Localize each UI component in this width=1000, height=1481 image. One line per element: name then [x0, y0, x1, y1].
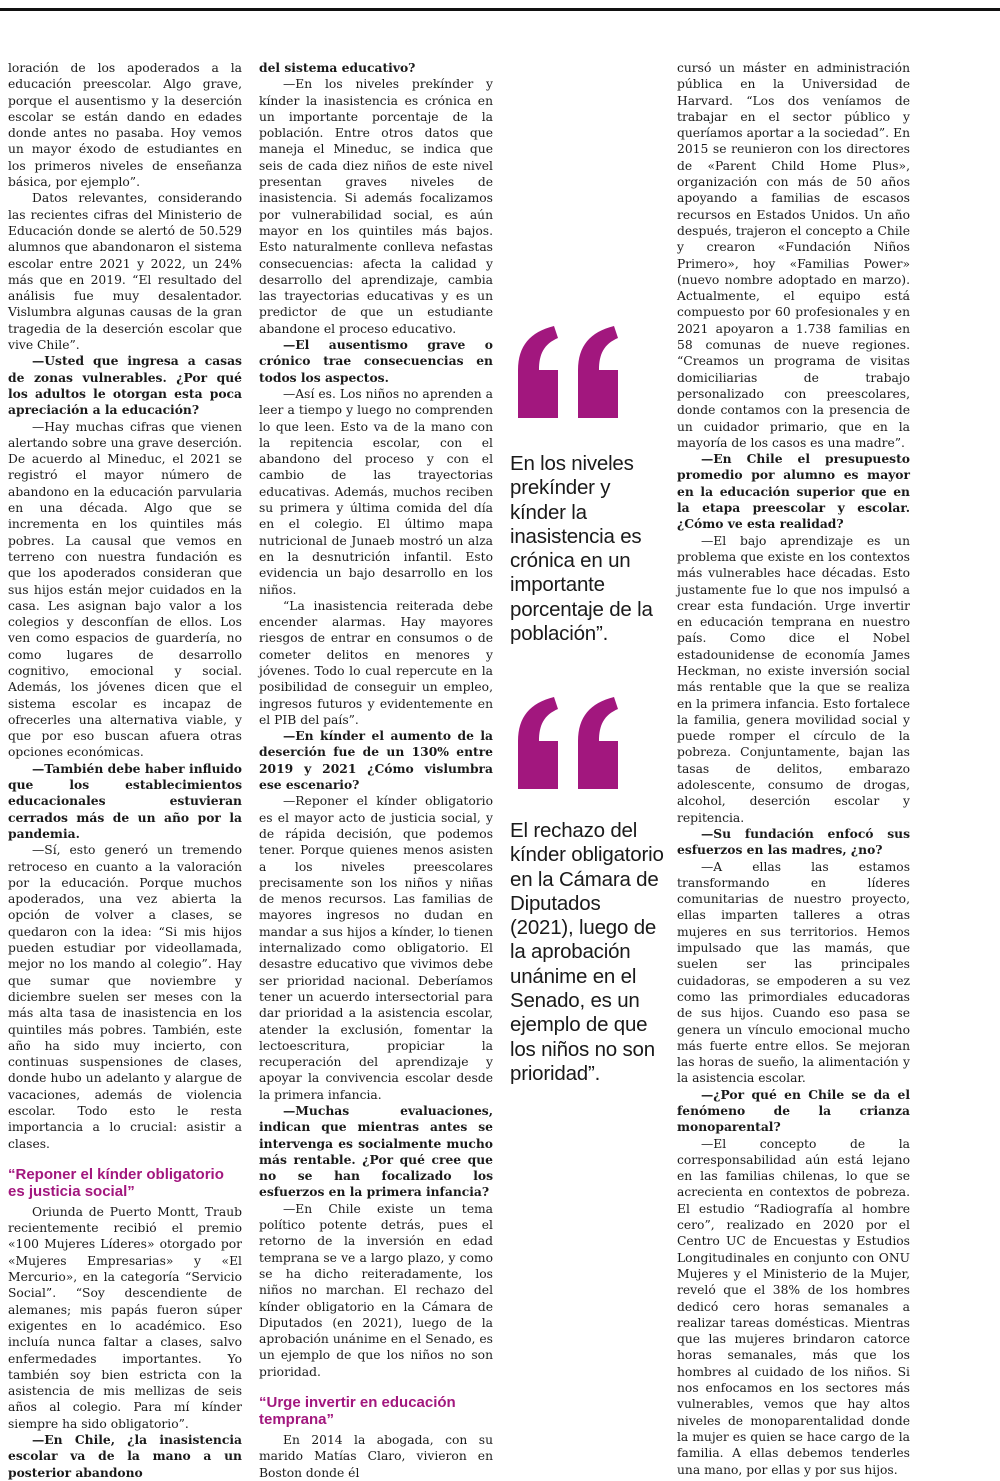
article-column-4	[677, 60, 910, 1478]
interview-question: —También debe haber influido que los establecimientos educacionales estuvieran cerrados más de un año por la pandemia.	[8, 760, 242, 841]
interview-question: del sistema educativo?	[259, 60, 416, 75]
section-heading: “Reponer el kínder obligatorio es justicia social”	[8, 1165, 224, 1200]
section-heading: “Urge invertir en educación temprana”	[259, 1394, 456, 1429]
interview-question: —En kínder el aumento de la deserción fue de un 130% entre 2019 y 2021 ¿Cómo vislumbra ese escenario?	[259, 728, 493, 793]
interview-question: —En Chile, ¿la inasistencia escolar va de la mano a un posterior abandono	[8, 1432, 242, 1480]
paragraph: —Reponer el kínder obligatorio es el mayor acto de justicia social, y de rápida decisión, que podemos tener. Porque quienes menos asisten a los niveles preescolares precisamente son los niños y niñas de menos recursos. Las familias de mayores ingresos no dudan en mandar a sus hijos a kínder, lo tienen internalizado como obligatorio. El desastre educativo que vivimos debe ser prioridad nacional. Deberíamos tener un acuerdo intersectorial para dar prioridad a la asistencia escolar, atender la exclusión, fomentar la lectoescritura, propiciar la recuperación del aprendizaje y apoyar la convivencia escolar desde la primera infancia.	[259, 794, 493, 1102]
pull-quote: El rechazo del kínder obligatorio en la Cámara de Diputados (2021), luego de la aprobación unánime en el Senado, es un ejemplo de que los niños no son prioridad”.	[510, 819, 664, 1085]
interview-question: —En Chile el presupuesto promedio por alumno es mayor en la educación superior que en la etapa preescolar y escolar. ¿Cómo ve esta realidad?	[677, 451, 910, 532]
paragraph: —Sí, esto generó un tremendo retroceso en cuanto a la valoración por la educación. Porque muchos apoderados, una vez abierta la opción de volver a clases, se quedaron con la idea: “Si mis hijos pueden estudiar por videollamada, mejor no los mando al colegio”. Hay que sumar que noviembre y diciembre suelen ser meses con la más alta tasa de inasistencia en los quintiles más pobres. También, este año ha sido muy incierto, con continuas suspensiones de clases, donde hubo un adelanto y alargue de vacaciones, además de violencia escolar. Todo esto le resta importancia a lo crucial: asistir a clases.	[8, 843, 242, 1151]
paragraph: —El concepto de la corresponsabilidad aún está lejano en las familias chilenas, lo que se acrecienta en contextos de pobreza. El estudio “Radiografía al hombre cero”, realizado en 2020 por el Centro UC de Encuestas y Estudios Longitudinales en conjunto con ONU Mujeres y el Ministerio de la Mujer, reveló que el 38% de los hombres dedicó cero horas semanales a realizar tareas domésticas. Mientras que las mujeres brindaron catorce horas semanales, más que los hombres al cuidado de los niños. Si nos enfocamos en los sectores más vulnerables, vemos que hay altos niveles de monoparentalidad donde la mujer es quien se hace cargo de la familia. A ellas debemos tenderles una mano, por ellas y por sus hijos.	[677, 1136, 910, 1477]
paragraph: Oriunda de Puerto Montt, Traub recientemente recibió el premio «100 Mujeres Líderes» otorgado por «Mujeres Empresarias» y «El Mercurio», en la categoría “Servicio Social”. “Soy descendiente de alemanes; mis papás fueron súper exigentes en lo académico. Eso incluía nunca faltar a clases, salvo enfermedades importantes. Yo también soy bien estricta con la asistencia de mis mellizas de seis años al colegio. Para mí kínder siempre ha sido obligatorio”.	[8, 1204, 242, 1431]
interview-question: —El ausentismo grave o crónico trae consecuencias en todos los aspectos.	[259, 337, 493, 385]
paragraph: —Así es. Los niños no aprenden a leer a tiempo y luego no comprenden lo que leen. Esto va de la mano con la repitencia escolar, con el abandono del proceso y con el cambio de las trayectorias educativas. Además, muchos reciben su primera y última comida del día en el colegio. El último mapa nutricional de Junaeb mostró un alza en la desnutrición infantil. Esto evidencia un bajo desarrollo en los niños.	[259, 386, 493, 597]
quote-mark-icon	[512, 697, 622, 787]
paragraph: loración de los apoderados a la educación preescolar. Algo grave, porque el ausentismo y la deserción escolar se están dando en edades donde antes no pasaba. Hoy vemos un mayor éxodo de estudiantes en los primeros niveles de enseñanza básica, por ejemplo”.	[8, 61, 242, 190]
paragraph: En 2014 la abogada, con su marido Matías Claro, vivieron en Boston donde él	[259, 1433, 493, 1480]
paragraph: —En Chile existe un tema político potente detrás, pues el retorno de la inversión en edad temprana se ve a largo plazo, y como se ha dicho reiteradamente, los niños no marchan. El rechazo del kínder obligatorio en la Cámara de Diputados (en 2021), luego de la aprobación unánime en el Senado, es un ejemplo de que los niños no son prioridad.	[259, 1201, 493, 1379]
article-column-2	[259, 60, 493, 1481]
article-column-1	[8, 60, 242, 1481]
pull-quote: En los niveles prekínder y kínder la inasistencia es crónica en un importante porcentaje de la población”.	[510, 452, 653, 646]
interview-question: —¿Por qué en Chile se da el fenómeno de la crianza monoparental?	[677, 1086, 910, 1135]
interview-question: —Muchas evaluaciones, indican que mientras antes se intervenga es socialmente mucho más rentable. ¿Por qué cree que no se han focalizado los esfuerzos en la primera infancia?	[259, 1103, 493, 1200]
paragraph: —Hay muchas cifras que vienen alertando sobre una grave deserción. De acuerdo al Mineduc, el 2021 se registró el mayor número de abandono en la educación parvularia en una década. Algo que se incrementa en los quintiles más pobres. La causal que vemos en terreno con nuestra fundación es que los apoderados consideran que sus hijos están mejor cuidados en la casa. Les asignan bajo valor a los colegios y desconfían de ellos. Los ven como espacios de guardería, no como lugares de desarrollo cognitivo, emocional y social. Además, los jóvenes dicen que el sistema escolar es incapaz de ofrecerles una alternativa viable, y que por eso buscan afuera otras opciones económicas.	[8, 419, 242, 760]
quote-mark-icon	[512, 326, 622, 416]
interview-question: —Usted que ingresa a casas de zonas vulnerables. ¿Por qué los adultos le otorgan esta poca apreciación a la educación?	[8, 353, 242, 418]
paragraph: cursó un máster en administración pública en la Universidad de Harvard. “Los dos veníamos de trabajar en el sector público y queríamos aportar a la sociedad”. En 2015 se reunieron con los directores de «Parent Child Home Plus», organización con más de 50 años apoyando a familias de escasos recursos en Estados Unidos. Un año después, trajeron el concepto a Chile y crearon «Fundación Niños Primero», hoy «Familias Power» (nuevo nombre adoptado en marzo). Actualmente, el equipo está compuesto por 60 profesionales y en 2021 apoyaron a 1.738 familias en 58 comunas de nueve regiones. “Creamos un programa de visitas domiciliarias de trabajo personalizado con preescolares, donde contamos con la presencia de un cuidador primario, que en la mayoría de los casos es una madre”.	[677, 61, 910, 450]
paragraph: “La inasistencia reiterada debe encender alarmas. Hay mayores riesgos de entrar en consumos o de cometer delitos en menores y jóvenes. Todo lo cual repercute en la posibilidad de conseguir un empleo, ingresos futuros y evidentemente en el PIB del país”.	[259, 598, 493, 727]
paragraph: —A ellas las estamos transformando en líderes comunitarias de nuestro proyecto, ellas imparten talleres a otras mujeres en sus territorios. Hemos impulsado que las mamás, que suelen ser las principales cuidadoras, se empoderen a su vez como las primordiales educadoras de sus hijos. Cuando eso pasa se genera un vínculo emocional mucho más fuerte entre ellos. Se mejoran las horas de sueño, la alimentación y la asistencia escolar.	[677, 859, 910, 1086]
paragraph: Datos relevantes, considerando las recientes cifras del Ministerio de Educación donde se alertó de 50.529 alumnos que abandonaron el sistema escolar entre 2021 y 2022, un 24% más que en 2019. “El resultado del análisis fue muy desalentador. Vislumbra algunas causas de la gran tragedia de la deserción escolar que vive Chile”.	[8, 191, 242, 353]
paragraph: —En los niveles prekínder y kínder la inasistencia es crónica en un importante porcentaje de la población. Entre otros datos que maneja el Mineduc, se indica que seis de cada diez niños de este nivel presentan graves niveles de inasistencia. Si además focalizamos por vulnerabilidad social, es aún mayor en los quintiles más bajos. Esto naturalmente conlleva nefastas consecuencias: afecta la calidad y desarrollo del aprendizaje, cambia las trayectorias educativas y es un predictor de que un estudiante abandone el proceso educativo.	[259, 77, 493, 336]
paragraph: —El bajo aprendizaje es un problema que existe en los contextos más vulnerables hace décadas. Esto justamente fue lo que nos impulsó a crear esta fundación. Urge invertir en educación temprana en nuestro país. Como dice el Nobel estadounidense de economía James Heckman, no existe inversión social más rentable que la que se realiza en la primera infancia. Esto fortalece la familia, genera movilidad social y puede romper el círculo de la pobreza. Conjuntamente, bajan las tasas de delitos, embarazo adolescente, consumo de drogas, alcohol, deserción escolar y repitencia.	[677, 533, 910, 825]
interview-question: —Su fundación enfocó sus esfuerzos en las madres, ¿no?	[677, 825, 910, 858]
top-rule	[0, 8, 1000, 11]
